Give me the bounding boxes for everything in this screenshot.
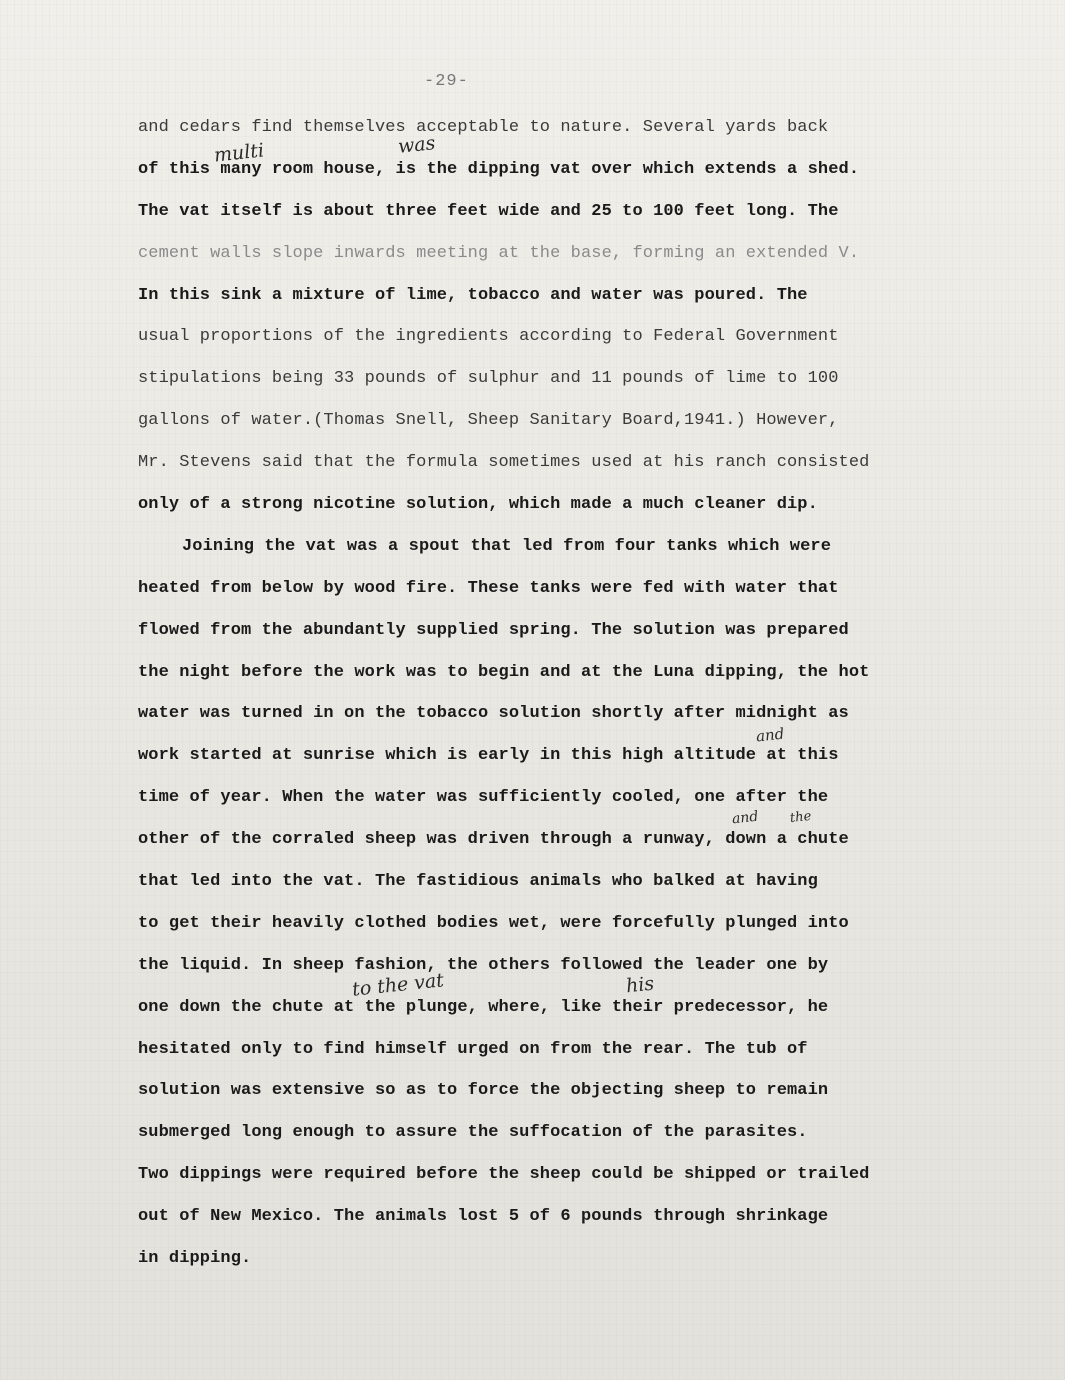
- handwritten-annotation: and: [755, 724, 786, 746]
- text-line: cement walls slope inwards meeting at the base, forming an extended V.: [138, 243, 860, 263]
- text-line: out of New Mexico. The animals lost 5 of 6 pounds through shrinkage: [138, 1207, 829, 1227]
- text-line: one down the chute at the plunge, where, like their predecessor, he: [138, 997, 829, 1017]
- handwritten-annotation: was: [396, 132, 437, 158]
- text-line: that led into the vat. The fastidious animals who balked at having: [138, 872, 818, 892]
- text-line: stipulations being 33 pounds of sulphur and 11 pounds of lime to 100: [138, 369, 839, 389]
- handwritten-annotation: his: [624, 972, 656, 998]
- text-line: the night before the work was to begin and at the Luna dipping, the hot: [138, 662, 870, 682]
- text-line: Mr. Stevens said that the formula sometimes used at his ranch consisted: [138, 453, 870, 473]
- text-line: heated from below by wood fire. These tanks were fed with water that: [138, 578, 839, 598]
- text-line: The vat itself is about three feet wide and 25 to 100 feet long. The: [138, 201, 839, 221]
- text-line: Joining the vat was a spout that led from four tanks which were: [182, 536, 832, 556]
- handwritten-annotation: the: [789, 808, 813, 827]
- text-line: solution was extensive so as to force the objecting sheep to remain: [138, 1081, 829, 1101]
- typed-body-text: [138, 107, 918, 1280]
- page-number: -29-: [424, 72, 469, 91]
- text-line: only of a strong nicotine solution, which made a much cleaner dip.: [138, 495, 818, 515]
- text-line: to get their heavily clothed bodies wet, were forcefully plunged into: [138, 913, 849, 933]
- handwritten-annotation: and: [731, 808, 760, 828]
- text-line: In this sink a mixture of lime, tobacco and water was poured. The: [138, 285, 808, 305]
- handwritten-annotation: to the vat: [351, 969, 445, 1001]
- text-line: gallons of water.(Thomas Snell, Sheep Sanitary Board,1941.) However,: [138, 411, 839, 431]
- text-line: work started at sunrise which is early in this high altitude at this: [138, 746, 839, 766]
- text-line: submerged long enough to assure the suffocation of the parasites.: [138, 1123, 808, 1143]
- text-line: flowed from the abundantly supplied spring. The solution was prepared: [138, 620, 849, 640]
- text-line: time of year. When the water was sufficiently cooled, one after the: [138, 788, 829, 808]
- text-line: water was turned in on the tobacco solution shortly after midnight as: [138, 704, 849, 724]
- text-line: of this many room house, is the dipping vat over which extends a shed.: [138, 159, 860, 179]
- handwritten-annotation: multi: [212, 139, 266, 167]
- text-line: in dipping.: [138, 1249, 252, 1269]
- text-line: the liquid. In sheep fashion, the others followed the leader one by: [138, 955, 829, 975]
- text-line: Two dippings were required before the sheep could be shipped or trailed: [138, 1165, 870, 1185]
- text-line: other of the corraled sheep was driven through a runway, down a chute: [138, 830, 849, 850]
- text-line: usual proportions of the ingredients according to Federal Government: [138, 327, 839, 347]
- text-line: and cedars find themselves acceptable to nature. Several yards back: [138, 118, 829, 137]
- text-line: hesitated only to find himself urged on from the rear. The tub of: [138, 1039, 808, 1059]
